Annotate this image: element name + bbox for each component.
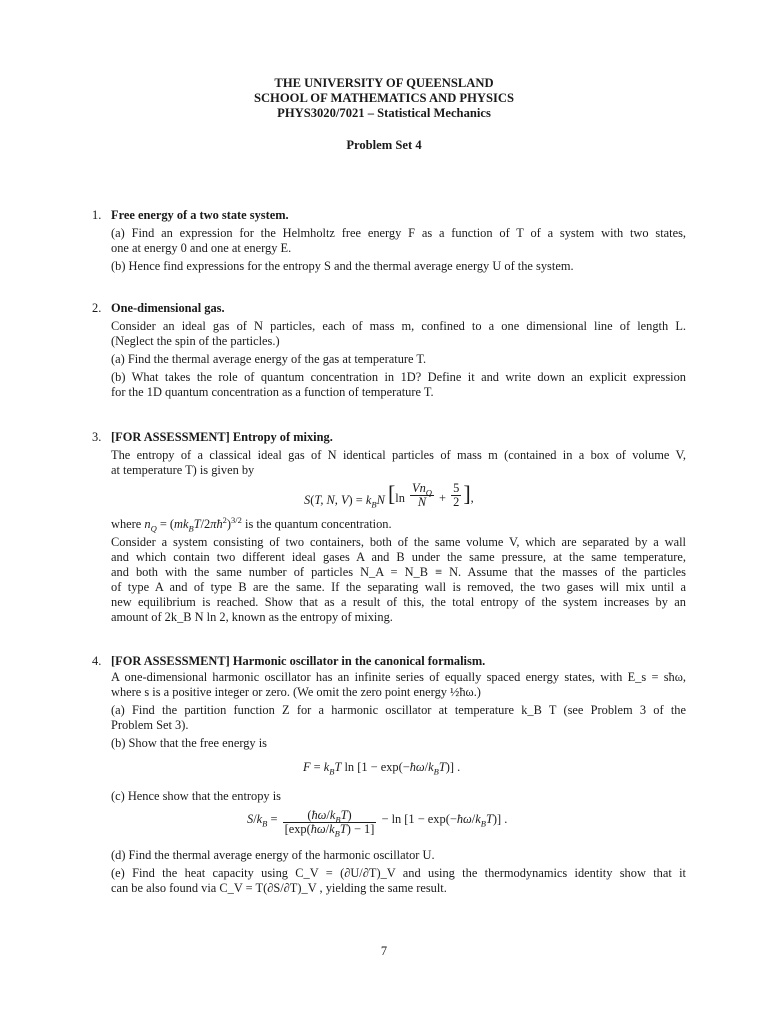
problem-part-a — [111, 226, 686, 256]
university-name: THE UNIVERSITY OF QUEENSLAND — [274, 76, 494, 90]
page-number: 7 — [380, 944, 388, 958]
text-line: (e) Find the heat capacity using C_V = (∂U/∂T)_V and using the thermodynamics identity show that it — [111, 866, 686, 880]
text-line: (c) Hence show that the entropy is — [111, 789, 281, 803]
text-line: and which contain two different ideal gases A and B under the same pressure, at the same temperature, — [111, 550, 686, 564]
text-line: (a) Find the thermal average energy of the gas at temperature T. — [111, 352, 427, 366]
text-line: can be also found via C_V = T(∂S/∂T)_V , yielding the same result. — [111, 881, 447, 895]
text-line: Consider an ideal gas of N particles, each of mass m, confined to a one dimensional line of length L. — [111, 319, 686, 333]
problem-part-d — [111, 848, 686, 863]
text-line: at temperature T) is given by — [111, 463, 255, 477]
problem-title: Free energy of a two state system. — [111, 208, 289, 222]
problem-title: [FOR ASSESSMENT] Harmonic oscillator in the canonical formalism. — [111, 654, 486, 668]
problem-1 — [92, 208, 686, 274]
text-line: amount of 2k_B N ln 2, known as the entropy of mixing. — [111, 610, 393, 624]
problem-part-b — [111, 370, 686, 400]
problem-number: 3. — [92, 430, 102, 444]
problem-intro — [111, 319, 686, 349]
entropy-equation: S(T, N, $V) = k_BN$ [ln $\frac{Vn_Q}{N}$ + $\frac{5}{2}$ ], — [304, 481, 474, 510]
text-line: and both with the same number of particles N_A = N_B ≡ N. Assume that the masses of the particles — [111, 565, 686, 579]
course-title: PHYS3020/7021 – Statistical Mechanics — [277, 106, 491, 120]
text-line: new equilibrium is reached. Show that as a result of this, the total entropy of the system increases by an — [111, 595, 686, 609]
problem-intro — [111, 448, 686, 478]
problem-part-e — [111, 866, 686, 896]
text-line: (Neglect the spin of the particles.) — [111, 334, 280, 348]
problem-number: 1. — [92, 208, 102, 222]
text-line: of type A and of type B are the same. If the separating wall is removed, the two gases will mix until a — [111, 580, 686, 594]
problem-title: [FOR ASSESSMENT] Entropy of mixing. — [111, 430, 333, 444]
problem-3 — [92, 430, 686, 625]
problem-set-title: Problem Set 4 — [346, 138, 422, 152]
problem-part-a — [111, 703, 686, 733]
problem-body — [111, 535, 686, 625]
problem-number: 2. — [92, 301, 102, 315]
text-line: one at energy 0 and one at energy E. — [111, 241, 292, 255]
entropy-equation: $S/k_B$ = $\frac{(ħ\omega/k_BT)}{[\exp(ħ\omega/k_BT) - 1]}$ − $\ln [1 - \exp(-ħ\omega/k_BT)]$ . — [247, 808, 508, 839]
text-fragment: is the quantum concentration. — [245, 517, 392, 531]
document-header — [0, 76, 768, 121]
text-line: (b) Hence find expressions for the entropy S and the thermal average energy U of the system. — [111, 259, 574, 273]
free-energy-equation: $F = k_BT$ $\ln [1 - \exp(-ħ\omega/k_BT)]$ . — [303, 760, 461, 777]
problem-part-a — [111, 352, 686, 367]
text-line: (d) Find the thermal average energy of the harmonic oscillator U. — [111, 848, 435, 862]
text-line: (a) Find the partition function Z for a harmonic oscillator at temperature k_B T (see Problem 3 of the — [111, 703, 686, 717]
problem-part-b — [111, 259, 686, 274]
problem-part-c — [111, 789, 686, 804]
problem-4 — [92, 654, 686, 896]
problem-title: One-dimensional gas. — [111, 301, 225, 315]
text-line: (a) Find an expression for the Helmholtz free energy F as a function of T of a system with two states, — [111, 226, 686, 240]
school-name: SCHOOL OF MATHEMATICS AND PHYSICS — [253, 91, 515, 105]
text-line: for the 1D quantum concentration as a function of temperature T. — [111, 385, 434, 399]
problem-2 — [92, 301, 686, 400]
text-line: where s is a positive integer or zero. (We omit the zero point energy ½ħω.) — [111, 685, 481, 699]
text-line: (b) Show that the free energy is — [111, 736, 267, 750]
problem-intro — [111, 670, 686, 700]
problem-number: 4. — [92, 654, 102, 668]
text-line: Consider a system consisting of two containers, both of the same volume V, which are separated by a wall — [111, 535, 686, 549]
text-line: (b) What takes the role of quantum concentration in 1D? Define it and write down an explicit expression — [111, 370, 686, 384]
text-line: A one-dimensional harmonic oscillator has an infinite series of equally spaced energy states, with E_s = sħω, — [111, 670, 686, 684]
problem-part-b — [111, 736, 686, 751]
text-line: Problem Set 3). — [111, 718, 189, 732]
text-line: The entropy of a classical ideal gas of N identical particles of mass m (contained in a box of volume V, — [111, 448, 686, 462]
quantum-concentration-line: where $n_Q$ = $(mk_BT/2\pi ħ^2)^{3/2}$ is the quantum concentration. — [111, 514, 392, 534]
